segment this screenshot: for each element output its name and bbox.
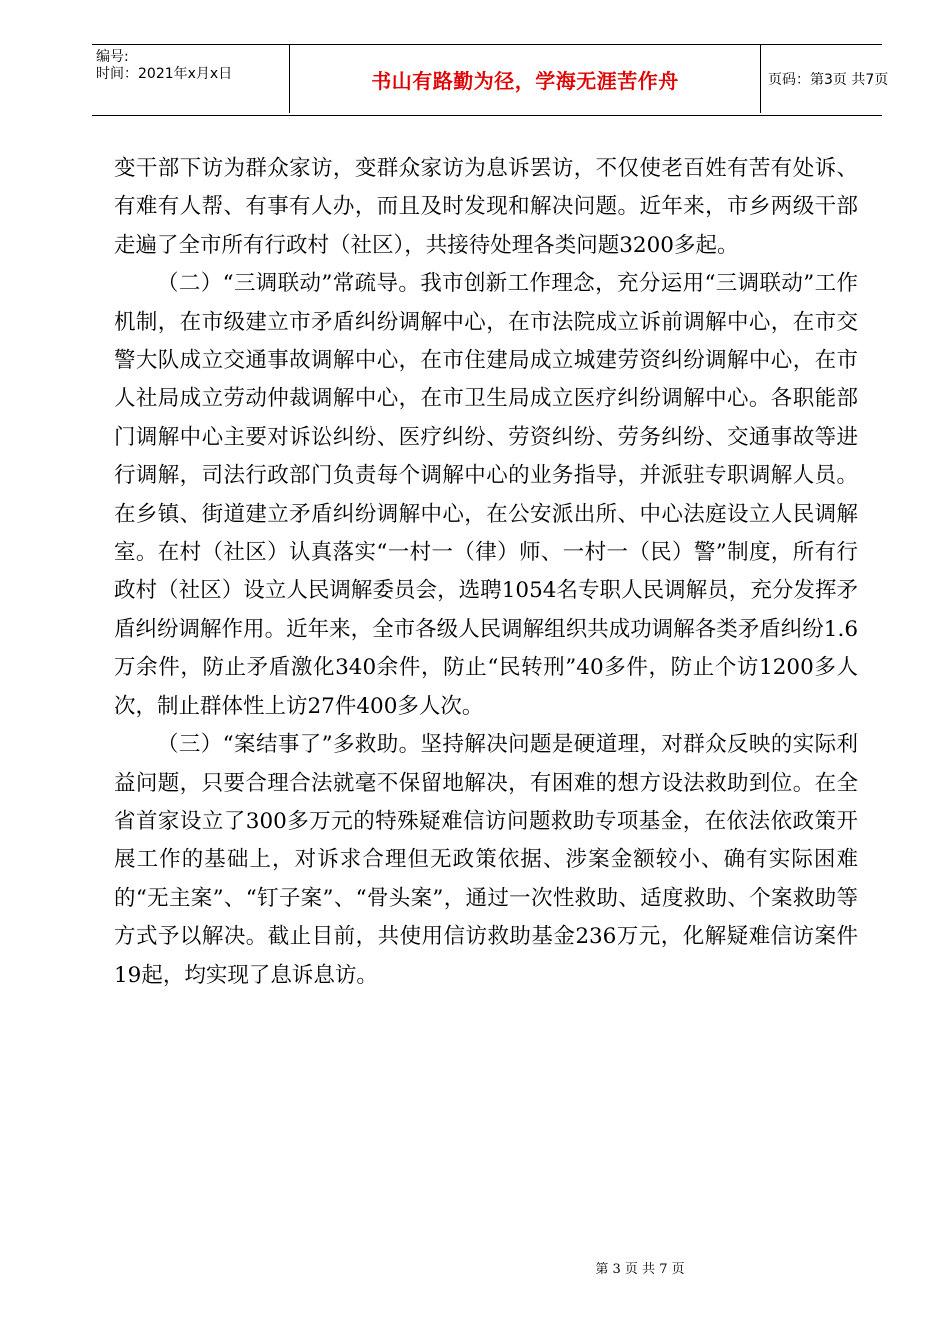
page-header [92,44,889,116]
footer-page-number: 第 3 页 共 7 页 [595,1262,685,1277]
time-label: 时间：2021年x月x日 [96,66,233,82]
header-page-code: 页码：第3页 共7页 [768,72,889,88]
paragraph-2: （二）“三调联动”常疏导。我市创新工作理念，充分运用“三调联动”工作机制，在市级建立市矛盾纠纷调解中心，在市法院成立诉前调解中心，在市交警大队成立交通事故调解中心，在市住建局成立城建劳资纠纷调解中心，在市人社局成立劳动仲裁调解中心，在市卫生局成立医疗纠纷调解中心。各职能部门调解中心主要对诉讼纠纷、医疗纠纷、劳资纠纷、劳务纠纷、交通事故等进行调解，司法行政部门负责每个调解中心的业务指导，并派驻专职调解人员。在乡镇、街道建立矛盾纠纷调解中心，在公安派出所、中心法庭设立人民调解室。在村（社区）认真落实“一村一（律）师、一村一（民）警”制度，所有行政村（社区）设立人民调解委员会，选聘1054名专职人民调解员，充分发挥矛盾纠纷调解作用。近年来，全市各级人民调解组织共成功调解各类矛盾纠纷1.6万余件，防止矛盾激化340余件，防止“民转刑”40多件，防止个访1200多人次，制止群体性上访27件400多人次。 [114,271,858,719]
document-body [114,150,858,995]
page-footer [0,1258,950,1277]
paragraph-1: 变干部下访为群众家访，变群众家访为息诉罢访，不仅使老百姓有苦有处诉、有难有人帮、有事有人办，而且及时发现和解决问题。近年来，市乡两级干部走遍了全市所有行政村（社区），共接待处理各类问题3200多起。 [114,156,858,258]
header-motto: 书山有路勤为径，学海无涯苦作舟 [371,68,679,93]
serial-label: 编号: [96,49,129,65]
header-divider [760,45,761,113]
header-meta [96,49,286,83]
paragraph-3: （三）“案结事了”多救助。坚持解决问题是硬道理，对群众反映的实际利益问题，只要合理合法就毫不保留地解决，有困难的想方设法救助到位。在全省首家设立了300多万元的特殊疑难信访问题救助专项基金，在依法依政策开展工作的基础上，对诉求合理但无政策依据、涉案金额较小、确有实际困难的“无主案”、“钉子案”、“骨头案”，通过一次性救助、适度救助、个案救助等方式予以解决。截止目前，共使用信访救助基金236万元，化解疑难信访案件19起，均实现了息诉息访。 [114,732,858,988]
